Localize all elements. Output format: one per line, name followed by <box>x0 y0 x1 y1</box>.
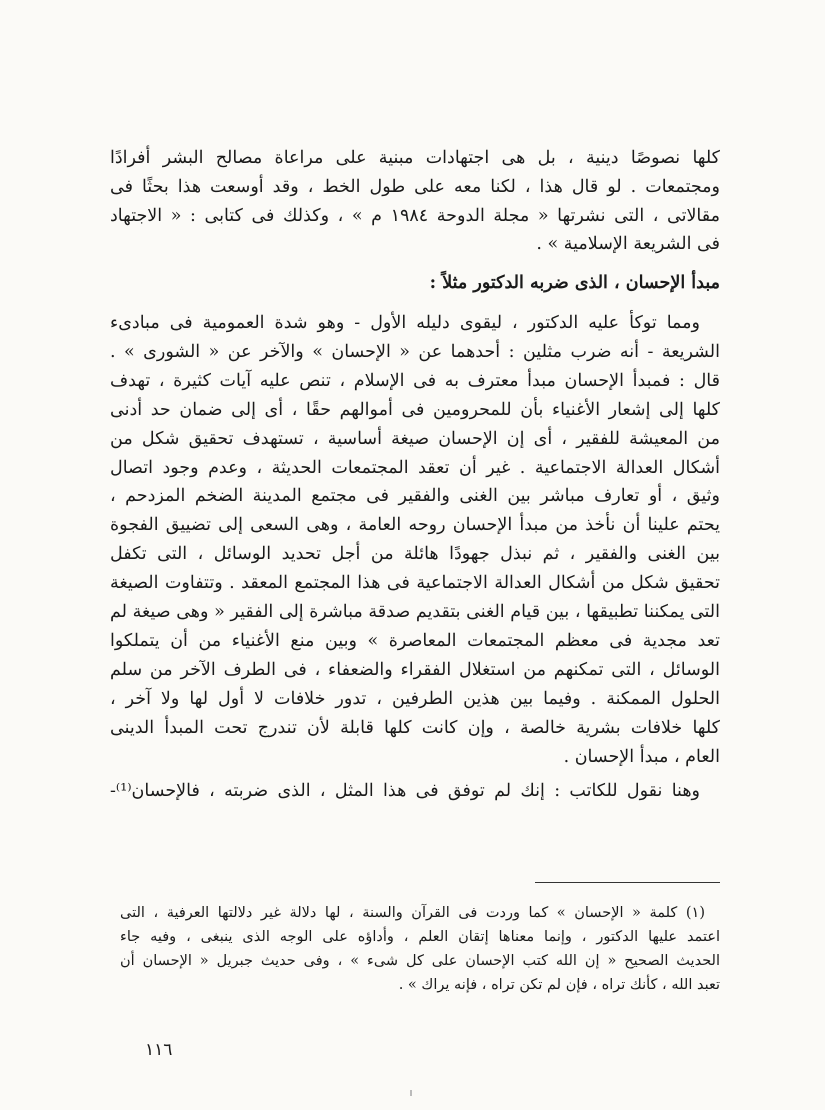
body-line: قال : فمبدأ الإحسان مبدأ معترف به فى الإسلام ، تنص عليه آيات كثيرة ، تهدف <box>110 370 720 391</box>
body-line: فى الشريعة الإسلامية » . <box>536 234 720 254</box>
footnote-separator <box>535 882 720 883</box>
body-line: الحلول الممكنة . وفيما بين هذين الطرفين ، تدور خلافات لا أول لها ولا آخر ، <box>110 688 720 709</box>
body-line: كلها إلى إشعار الأغنياء بأن للمحرومين فى أموالهم حقًا ، أى إلى ضمان حد أدنى <box>110 399 720 420</box>
body-line: التى يمكننا تطبيقها ، بين قيام الغنى بتقديم صدقة مباشرة إلى الفقير « وهى صيغة لم <box>110 602 720 622</box>
body-line: الوسائل ، التى تمكنهم من استغلال الفقراء والضعفاء ، فى الطرف الآخر من سلم <box>110 659 720 680</box>
body-line: العام ، مبدأ الإحسان . <box>563 746 720 767</box>
body-line: كلها خلافات بشرية خالصة ، وإن كانت كلها قابلة لأن تندرج تحت المبدأ الدينى <box>110 717 720 738</box>
body-line: ومما توكأ عليه الدكتور ، ليقوى دليله الأول - وهو شدة العمومية فى مبادىء <box>110 313 700 333</box>
page-number: ١١٦ <box>145 1040 173 1060</box>
body-line: كلها نصوصًا دينية ، بل هى اجتهادات مبنية على مراعاة مصالح البشر أفرادًا <box>110 148 720 168</box>
body-line: بين الغنى والفقير ، ثم نبذل جهودًا هائلة من أجل تحديد الوسائل ، التى تكفل <box>110 544 720 565</box>
body-line: الشريعة - أنه ضرب مثلين : أحدهما عن « الإحسان » والآخر عن « الشورى » . <box>110 341 720 362</box>
body-line: مقالاتى ، التى نشرتها « مجلة الدوحة ١٩٨٤ م » ، وكذلك فى كتابى : « الاجتهاد <box>110 206 720 226</box>
footnote-line: (١) كلمة « الإحسان » كما وردت فى القرآن والسنة ، لها دلالة غير دلالتها العرفية ، التى <box>120 905 705 921</box>
body-line: من المعيشة للفقير ، أى إن الإحسان صيغة أساسية ، تستهدف تحقيق شكل من <box>110 428 720 449</box>
body-line: يحتم علينا أن نأخذ من مبدأ الإحسان روحه العامة ، وهى السعى إلى تضييق الفجوة <box>110 515 720 536</box>
footnote-line: اعتمد عليها الدكتور ، وإنما معناها إتقان العلم ، وأداؤه على الوجه الذى ينبغى ، وفيه جاء <box>120 929 720 945</box>
body-line: تحقيق شكل من أشكال العدالة الاجتماعية فى هذا المجتمع المعقد . وتتفاوت الصيغة <box>110 573 720 594</box>
body-line: تعد مجدية فى معظم المجتمعات المعاصرة » وبين منع الأغنياء من أن يتملكوا <box>110 630 720 651</box>
body-line: وهنا نقول للكاتب : إنك لم توفق فى هذا المثل ، الذى ضربته ، فالإحسان⁽¹⁾- <box>110 781 700 802</box>
body-line: وثيق ، أو تعارف مباشر بين الغنى والفقير فى مجتمع المدينة الضخم المزدحم ، <box>110 486 720 507</box>
footnote-line: الحديث الصحيح « إن الله كتب الإحسان على كل شىء » ، وفى حديث جبريل « الإحسان أن <box>120 953 720 969</box>
body-line: أشكال العدالة الاجتماعية . غير أن تعقد المجتمعات الحديثة ، وعدم وجود اتصال <box>110 457 720 478</box>
section-heading: مبدأ الإحسان ، الذى ضربه الدكتور مثلاً : <box>429 273 720 293</box>
body-line: ومجتمعات . لو قال هذا ، لكنا معه على طول الخط ، وقد أوسعت هذا بحثًا فى <box>110 177 720 197</box>
scan-speck <box>410 1090 412 1096</box>
footnote-line: تعبد الله ، كأنك تراه ، فإن لم تكن تراه ، فإنه يراك » . <box>398 977 720 993</box>
